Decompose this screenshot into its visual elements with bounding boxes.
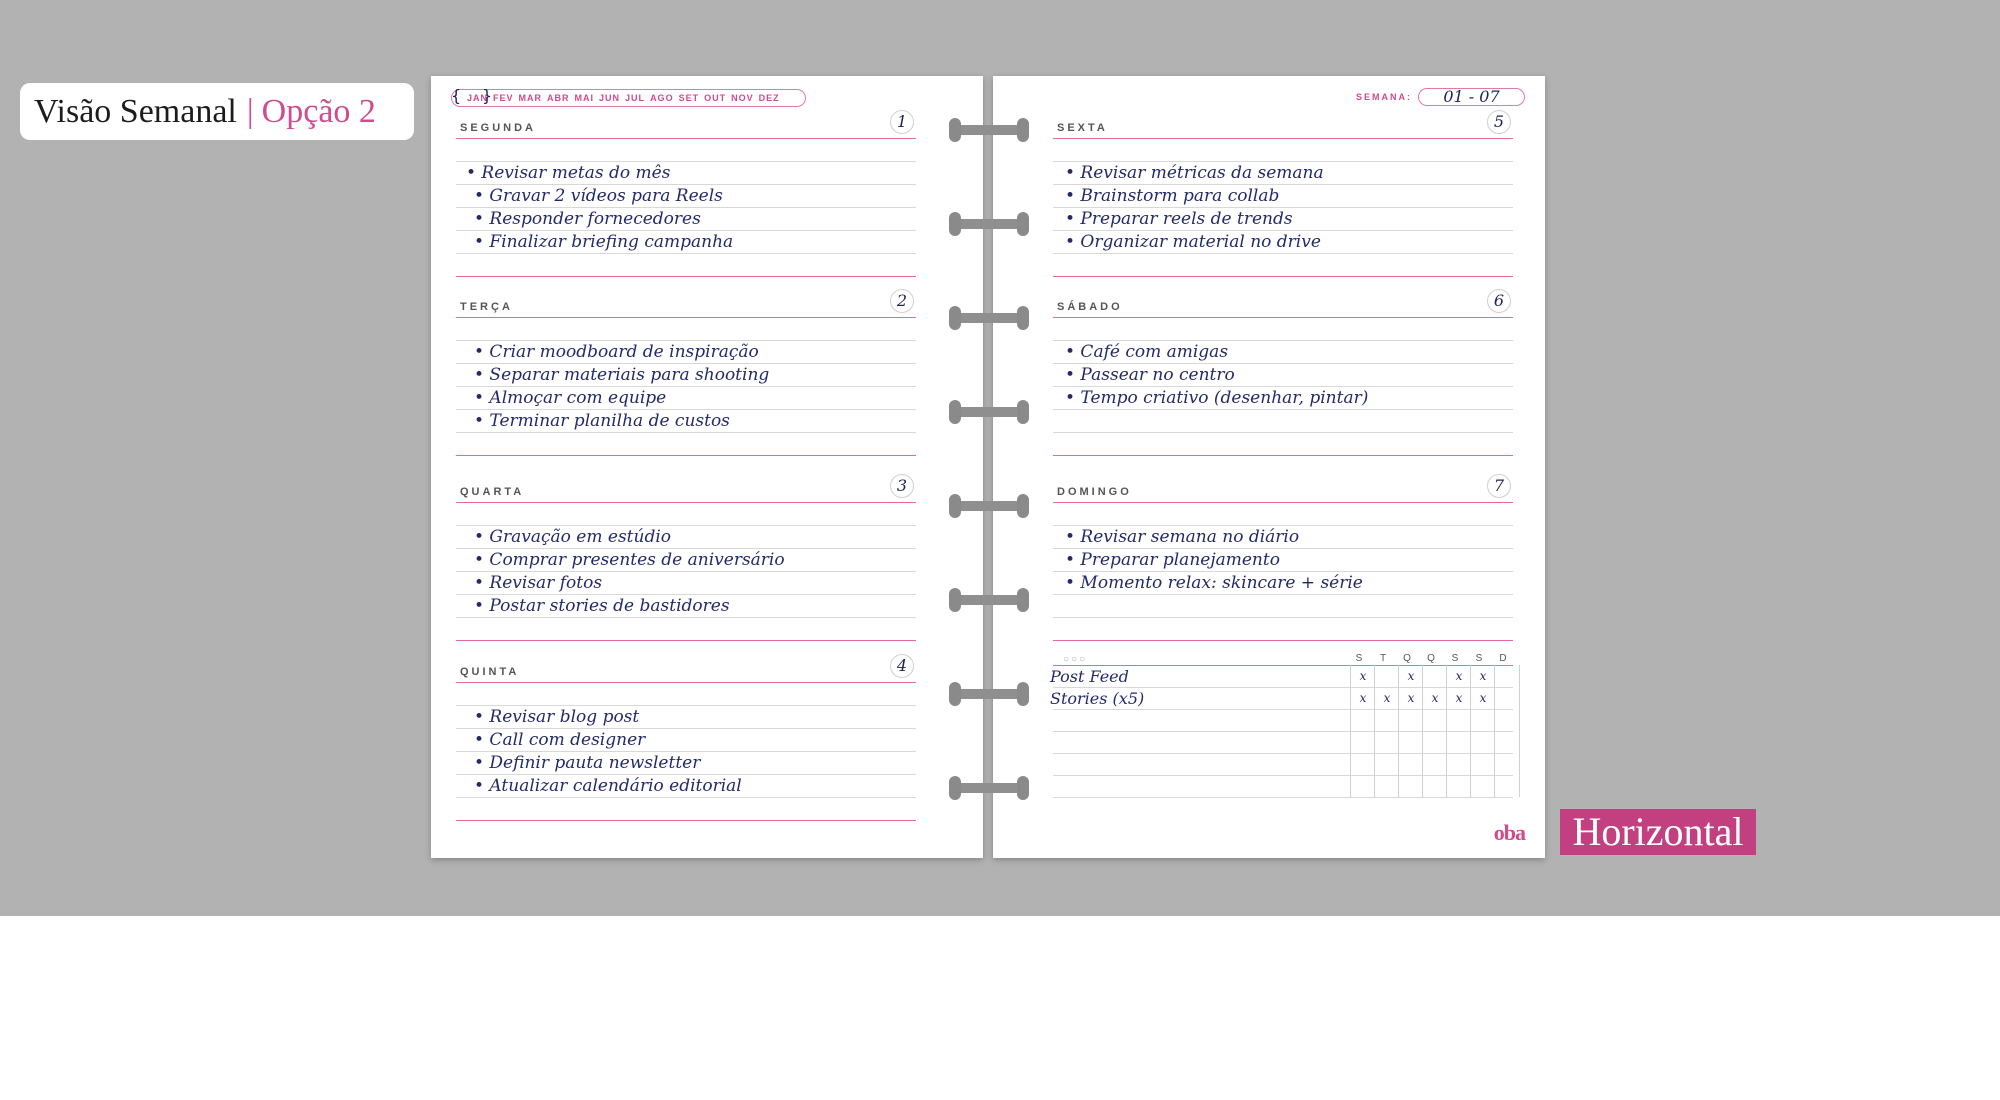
task-item: • Separar materiais para shooting — [474, 365, 770, 385]
day-header — [456, 112, 916, 139]
day-section — [1053, 112, 1513, 277]
day-section — [456, 291, 916, 456]
binder-ring — [949, 400, 1029, 424]
writing-line[interactable] — [1053, 208, 1513, 231]
day-name: QUARTA — [460, 486, 525, 498]
writing-line[interactable] — [1053, 364, 1513, 387]
writing-line[interactable] — [456, 341, 916, 364]
month-item[interactable]: MAR — [518, 93, 543, 103]
writing-line[interactable] — [1053, 254, 1513, 277]
task-item: • Responder fornecedores — [474, 209, 701, 229]
day-name: QUINTA — [460, 666, 520, 678]
tracker-row — [1053, 775, 1513, 798]
day-section — [1053, 476, 1513, 641]
tracker-row — [1050, 665, 1513, 688]
habit-check-cell[interactable] — [1446, 709, 1471, 731]
month-item[interactable]: ABR — [547, 93, 570, 103]
writing-line[interactable] — [1053, 162, 1513, 185]
habit-name: Stories (x5) — [1050, 689, 1145, 708]
task-item: • Momento relax: skincare + série — [1065, 573, 1363, 593]
task-item: • Preparar reels de trends — [1065, 209, 1293, 229]
writing-line[interactable] — [456, 410, 916, 433]
habit-check-cell[interactable] — [1398, 709, 1423, 731]
day-section — [456, 656, 916, 821]
month-item[interactable]: JUN — [599, 93, 621, 103]
day-number: 4 — [890, 654, 914, 678]
writing-line[interactable] — [456, 752, 916, 775]
writing-line[interactable] — [456, 618, 916, 641]
task-item: • Gravação em estúdio — [474, 527, 672, 547]
option-text: Opção 2 — [261, 92, 376, 130]
writing-line[interactable] — [456, 572, 916, 595]
task-item: • Finalizar briefing campanha — [474, 232, 734, 252]
habit-check-cell[interactable]: x — [1446, 665, 1471, 687]
writing-line[interactable] — [1053, 387, 1513, 410]
writing-line[interactable] — [456, 387, 916, 410]
writing-line[interactable] — [1053, 572, 1513, 595]
writing-line[interactable] — [1053, 341, 1513, 364]
writing-line[interactable] — [456, 231, 916, 254]
task-item: • Definir pauta newsletter — [474, 753, 701, 773]
habit-check-cell[interactable]: x — [1350, 665, 1375, 687]
writing-line[interactable] — [1053, 231, 1513, 254]
month-item[interactable]: MAI — [574, 93, 595, 103]
day-name: SÁBADO — [1057, 301, 1123, 313]
writing-line[interactable] — [1053, 526, 1513, 549]
title-separator: | — [246, 92, 254, 130]
binder-rings — [949, 118, 1029, 818]
habit-check-cell[interactable] — [1422, 665, 1447, 687]
habit-check-cell[interactable] — [1374, 731, 1399, 753]
day-name: DOMINGO — [1057, 486, 1132, 498]
month-item[interactable]: SET — [678, 93, 700, 103]
task-item: • Organizar material no drive — [1065, 232, 1321, 252]
day-header — [1053, 476, 1513, 503]
habit-check-cell[interactable] — [1494, 753, 1520, 775]
tracker-day-letter: S — [1451, 653, 1459, 664]
day-section — [456, 112, 916, 277]
week-label: SEMANA: — [1356, 92, 1412, 102]
binder-ring — [949, 776, 1029, 800]
day-header — [456, 291, 916, 318]
task-item: • Revisar metas do mês — [466, 163, 671, 183]
writing-line[interactable] — [456, 254, 916, 277]
brand-logo: oba — [1493, 820, 1525, 845]
day-number: 7 — [1487, 474, 1511, 498]
habit-check-cell[interactable] — [1494, 687, 1520, 709]
binder-ring — [949, 682, 1029, 706]
tracker-row — [1053, 731, 1513, 754]
day-number: 2 — [890, 289, 914, 313]
day-name: SEXTA — [1057, 122, 1108, 134]
habit-check-cell[interactable] — [1374, 753, 1399, 775]
month-item[interactable]: DEZ — [758, 93, 780, 103]
task-item: • Atualizar calendário editorial — [474, 776, 742, 796]
habit-check-cell[interactable] — [1350, 731, 1375, 753]
task-item: • Preparar planejamento — [1065, 550, 1280, 570]
habit-check-cell[interactable] — [1374, 665, 1399, 687]
habit-check-cell[interactable]: x — [1398, 687, 1423, 709]
day-section — [456, 476, 916, 641]
task-item: • Revisar métricas da semana — [1065, 163, 1324, 183]
day-name: TERÇA — [460, 301, 513, 313]
month-item[interactable]: FEV — [493, 93, 514, 103]
task-item: • Café com amigas — [1065, 342, 1229, 362]
writing-line[interactable] — [456, 729, 916, 752]
writing-line — [456, 503, 916, 526]
month-item[interactable]: JAN — [467, 93, 489, 103]
habit-check-cell[interactable] — [1374, 775, 1399, 797]
writing-line[interactable] — [456, 595, 916, 618]
writing-line[interactable] — [1053, 549, 1513, 572]
habit-check-cell[interactable] — [1494, 731, 1520, 753]
tracker-day-letter: Q — [1427, 653, 1435, 664]
day-name: SEGUNDA — [460, 122, 537, 134]
habit-check-cell[interactable] — [1446, 731, 1471, 753]
day-header — [1053, 112, 1513, 139]
tracker-day-letter: S — [1355, 653, 1363, 664]
writing-line — [456, 683, 916, 706]
writing-line[interactable] — [1053, 618, 1513, 641]
day-number: 1 — [890, 110, 914, 134]
left-page — [431, 76, 983, 858]
writing-line[interactable] — [456, 775, 916, 798]
title-text: Visão Semanal — [34, 92, 237, 130]
habit-check-cell[interactable] — [1446, 775, 1471, 797]
day-section — [1053, 291, 1513, 456]
binder-ring — [949, 588, 1029, 612]
month-item[interactable]: JUL — [625, 93, 646, 103]
writing-line[interactable] — [456, 208, 916, 231]
habit-check-cell[interactable]: x — [1350, 687, 1375, 709]
writing-line — [1053, 139, 1513, 162]
writing-line[interactable] — [456, 185, 916, 208]
writing-line[interactable] — [456, 364, 916, 387]
month-strip — [451, 86, 806, 107]
habit-check-cell[interactable] — [1422, 709, 1447, 731]
habit-check-cell[interactable] — [1398, 775, 1423, 797]
habit-check-cell[interactable] — [1350, 753, 1375, 775]
orientation-badge: Horizontal — [1560, 809, 1756, 855]
habit-check-cell[interactable] — [1398, 753, 1423, 775]
binder-ring — [949, 212, 1029, 236]
task-item: • Terminar planilha de custos — [474, 411, 730, 431]
habit-check-cell[interactable]: x — [1422, 687, 1447, 709]
week-box — [1356, 88, 1525, 106]
habit-check-cell[interactable] — [1494, 775, 1520, 797]
dots-icon: ○○○ — [1063, 654, 1088, 665]
task-item: • Brainstorm para collab — [1065, 186, 1280, 206]
day-number: 6 — [1487, 289, 1511, 313]
writing-line[interactable] — [456, 549, 916, 572]
habit-check-cell[interactable] — [1470, 709, 1495, 731]
day-number: 5 — [1487, 110, 1511, 134]
day-number: 3 — [890, 474, 914, 498]
day-header — [456, 476, 916, 503]
habit-check-cell[interactable] — [1374, 709, 1399, 731]
tracker-row — [1053, 709, 1513, 732]
habit-check-cell[interactable] — [1494, 709, 1520, 731]
writing-line[interactable] — [1053, 595, 1513, 618]
task-item: • Postar stories de bastidores — [474, 596, 730, 616]
brace-icon: { — [451, 86, 463, 105]
habit-check-cell[interactable] — [1470, 775, 1495, 797]
writing-line[interactable] — [1053, 410, 1513, 433]
habit-check-cell[interactable] — [1422, 753, 1447, 775]
habit-check-cell[interactable] — [1422, 731, 1447, 753]
tracker-day-letter: S — [1475, 653, 1483, 664]
binder-ring — [949, 118, 1029, 142]
tracker-day-letter: T — [1379, 653, 1387, 664]
habit-check-cell[interactable]: x — [1470, 665, 1495, 687]
task-item: • Revisar semana no diário — [1065, 527, 1300, 547]
habit-check-cell[interactable] — [1350, 775, 1375, 797]
binder-ring — [949, 306, 1029, 330]
habit-check-cell[interactable]: x — [1398, 665, 1423, 687]
task-item: • Criar moodboard de inspiração — [474, 342, 759, 362]
habit-check-cell[interactable] — [1446, 753, 1471, 775]
writing-line[interactable] — [456, 162, 916, 185]
task-item: • Almoçar com equipe — [474, 388, 667, 408]
tracker-row — [1053, 753, 1513, 776]
tracker-day-letters — [1347, 653, 1515, 664]
habit-name: Post Feed — [1050, 667, 1129, 686]
habit-check-cell[interactable] — [1494, 665, 1520, 687]
task-item: • Passear no centro — [1065, 365, 1235, 385]
habit-check-cell[interactable]: x — [1374, 687, 1399, 709]
day-header — [1053, 291, 1513, 318]
binder-ring — [949, 494, 1029, 518]
habit-check-cell[interactable]: x — [1446, 687, 1471, 709]
writing-line[interactable] — [456, 706, 916, 729]
habit-check-cell[interactable] — [1350, 709, 1375, 731]
task-item: • Tempo criativo (desenhar, pintar) — [1065, 388, 1369, 408]
tracker-day-letter: Q — [1403, 653, 1411, 664]
task-item: • Comprar presentes de aniversário — [474, 550, 785, 570]
task-item: • Revisar blog post — [474, 707, 640, 727]
writing-line[interactable] — [456, 433, 916, 456]
brace-icon: } — [482, 86, 494, 105]
tracker-row — [1050, 687, 1513, 710]
writing-line — [456, 318, 916, 341]
writing-line — [1053, 503, 1513, 526]
habit-check-cell[interactable] — [1470, 731, 1495, 753]
writing-line[interactable] — [1053, 185, 1513, 208]
day-header — [456, 656, 916, 683]
writing-line[interactable] — [456, 798, 916, 821]
month-item[interactable]: NOV — [731, 93, 754, 103]
task-item: • Revisar fotos — [474, 573, 603, 593]
habit-check-cell[interactable] — [1422, 775, 1447, 797]
writing-line — [1053, 318, 1513, 341]
week-value: 01 - 07 — [1418, 88, 1525, 106]
month-item[interactable]: OUT — [704, 93, 727, 103]
title-card — [20, 83, 414, 140]
right-page — [993, 76, 1545, 858]
habit-check-cell[interactable]: x — [1470, 687, 1495, 709]
task-item: • Gravar 2 vídeos para Reels — [474, 186, 723, 206]
habit-check-cell[interactable] — [1398, 731, 1423, 753]
writing-line — [456, 139, 916, 162]
writing-line[interactable] — [1053, 433, 1513, 456]
writing-line[interactable] — [456, 526, 916, 549]
habit-check-cell[interactable] — [1470, 753, 1495, 775]
tracker-day-letter: D — [1499, 653, 1507, 664]
task-item: • Call com designer — [474, 730, 646, 750]
month-item[interactable]: AGO — [650, 93, 674, 103]
